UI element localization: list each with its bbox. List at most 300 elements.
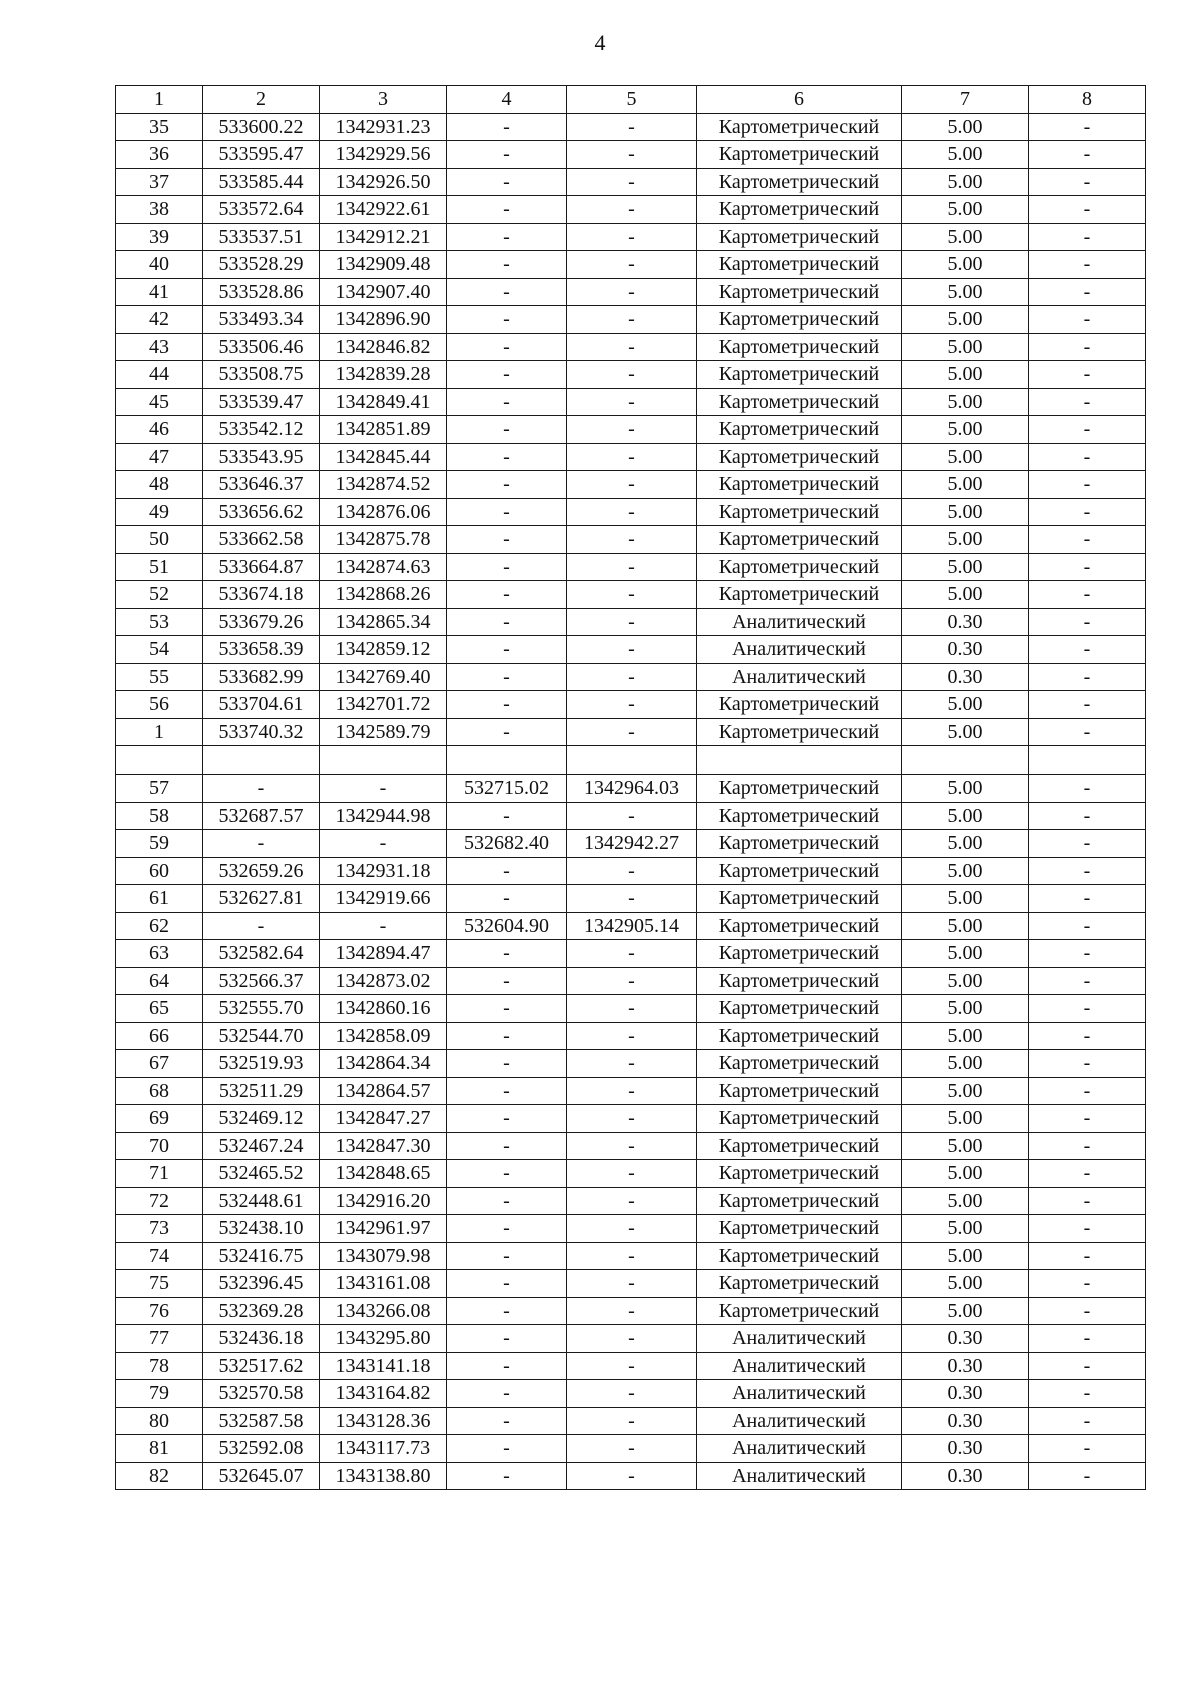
table-cell: - bbox=[447, 1160, 567, 1188]
table-cell: - bbox=[567, 636, 697, 664]
table-row bbox=[116, 1022, 1146, 1050]
table-row bbox=[116, 1380, 1146, 1408]
table-cell: Картометрический bbox=[697, 1022, 902, 1050]
table-cell: - bbox=[567, 967, 697, 995]
table-cell bbox=[697, 746, 902, 775]
table-cell: 1343164.82 bbox=[320, 1380, 447, 1408]
table-row bbox=[116, 1270, 1146, 1298]
table-cell bbox=[116, 746, 203, 775]
column-header: 5 bbox=[567, 86, 697, 114]
table-cell: 532436.18 bbox=[203, 1325, 320, 1353]
table-cell: - bbox=[567, 333, 697, 361]
table-cell: 51 bbox=[116, 553, 203, 581]
table-cell: 532659.26 bbox=[203, 857, 320, 885]
table-row bbox=[116, 141, 1146, 169]
table-cell: - bbox=[447, 967, 567, 995]
table-cell: Картометрический bbox=[697, 388, 902, 416]
table-cell: 1342847.30 bbox=[320, 1132, 447, 1160]
table-cell: Картометрический bbox=[697, 967, 902, 995]
table-cell: 5.00 bbox=[902, 113, 1029, 141]
table-cell: 532566.37 bbox=[203, 967, 320, 995]
table-cell: 533508.75 bbox=[203, 361, 320, 389]
table-cell: - bbox=[447, 1352, 567, 1380]
table-cell: - bbox=[567, 443, 697, 471]
table-cell: - bbox=[567, 1380, 697, 1408]
table-cell: - bbox=[1029, 416, 1146, 444]
table-cell: - bbox=[1029, 912, 1146, 940]
table-cell: Картометрический bbox=[697, 691, 902, 719]
table-cell: - bbox=[320, 775, 447, 803]
table-cell: - bbox=[567, 471, 697, 499]
table-cell: - bbox=[447, 526, 567, 554]
table-cell: 1342876.06 bbox=[320, 498, 447, 526]
table-cell: - bbox=[447, 1242, 567, 1270]
table-cell: Картометрический bbox=[697, 141, 902, 169]
table-cell: 532469.12 bbox=[203, 1105, 320, 1133]
table-cell: 77 bbox=[116, 1325, 203, 1353]
table-cell: - bbox=[447, 223, 567, 251]
table-cell: 0.30 bbox=[902, 636, 1029, 664]
table-cell: 1342912.21 bbox=[320, 223, 447, 251]
table-cell: - bbox=[567, 361, 697, 389]
table-cell: 533658.39 bbox=[203, 636, 320, 664]
table-cell: - bbox=[567, 608, 697, 636]
table-row bbox=[116, 553, 1146, 581]
table-row bbox=[116, 416, 1146, 444]
table-cell: - bbox=[447, 251, 567, 279]
table-cell: 533528.29 bbox=[203, 251, 320, 279]
column-header: 3 bbox=[320, 86, 447, 114]
table-cell: - bbox=[320, 912, 447, 940]
table-cell: 56 bbox=[116, 691, 203, 719]
table-cell: - bbox=[567, 995, 697, 1023]
table-row bbox=[116, 168, 1146, 196]
table-cell: Картометрический bbox=[697, 416, 902, 444]
table-cell: 36 bbox=[116, 141, 203, 169]
table-cell: 62 bbox=[116, 912, 203, 940]
table-cell: - bbox=[203, 912, 320, 940]
table-row bbox=[116, 388, 1146, 416]
column-header: 8 bbox=[1029, 86, 1146, 114]
table-cell: 1342896.90 bbox=[320, 306, 447, 334]
table-cell: 68 bbox=[116, 1077, 203, 1105]
table-cell: 532604.90 bbox=[447, 912, 567, 940]
table-cell: 533682.99 bbox=[203, 663, 320, 691]
table-row bbox=[116, 912, 1146, 940]
table-cell: 1342864.57 bbox=[320, 1077, 447, 1105]
table-cell: - bbox=[1029, 718, 1146, 746]
table-cell bbox=[203, 746, 320, 775]
table-cell: - bbox=[447, 581, 567, 609]
table-cell: Картометрический bbox=[697, 498, 902, 526]
table-cell: Картометрический bbox=[697, 526, 902, 554]
table-row bbox=[116, 526, 1146, 554]
table-cell: 1343128.36 bbox=[320, 1407, 447, 1435]
table-cell: - bbox=[1029, 141, 1146, 169]
table-cell: 5.00 bbox=[902, 1077, 1029, 1105]
table-cell: 1342846.82 bbox=[320, 333, 447, 361]
table-cell: 532555.70 bbox=[203, 995, 320, 1023]
table-cell: Аналитический bbox=[697, 608, 902, 636]
table-cell: 1343141.18 bbox=[320, 1352, 447, 1380]
table-cell: - bbox=[1029, 223, 1146, 251]
table-cell: - bbox=[447, 333, 567, 361]
table-cell: 533704.61 bbox=[203, 691, 320, 719]
table-cell: - bbox=[1029, 1435, 1146, 1463]
table-cell: - bbox=[1029, 1022, 1146, 1050]
table-row bbox=[116, 1160, 1146, 1188]
table-row bbox=[116, 581, 1146, 609]
table-cell: - bbox=[1029, 1105, 1146, 1133]
table-cell: 532582.64 bbox=[203, 940, 320, 968]
table-cell: - bbox=[447, 278, 567, 306]
table-cell: - bbox=[567, 1242, 697, 1270]
table-cell: 1342847.27 bbox=[320, 1105, 447, 1133]
table-cell: - bbox=[447, 141, 567, 169]
table-cell: - bbox=[1029, 1462, 1146, 1490]
table-cell: Аналитический bbox=[697, 1380, 902, 1408]
table-cell: 5.00 bbox=[902, 912, 1029, 940]
table-row bbox=[116, 333, 1146, 361]
table-cell: 532682.40 bbox=[447, 830, 567, 858]
table-cell: 532517.62 bbox=[203, 1352, 320, 1380]
table-row bbox=[116, 251, 1146, 279]
table-cell: 0.30 bbox=[902, 1352, 1029, 1380]
table-cell: - bbox=[447, 416, 567, 444]
table-cell: - bbox=[567, 1132, 697, 1160]
table-cell: - bbox=[1029, 691, 1146, 719]
table-cell: 5.00 bbox=[902, 251, 1029, 279]
table-cell: 5.00 bbox=[902, 141, 1029, 169]
table-cell: 1342875.78 bbox=[320, 526, 447, 554]
table-cell: Картометрический bbox=[697, 333, 902, 361]
table-cell: - bbox=[1029, 636, 1146, 664]
column-header: 2 bbox=[203, 86, 320, 114]
table-cell: - bbox=[447, 663, 567, 691]
table-cell: 1342864.34 bbox=[320, 1050, 447, 1078]
table-cell: 532592.08 bbox=[203, 1435, 320, 1463]
table-cell: 1342942.27 bbox=[567, 830, 697, 858]
table-cell: - bbox=[567, 278, 697, 306]
table-cell: 1342868.26 bbox=[320, 581, 447, 609]
table-row bbox=[116, 746, 1146, 775]
table-cell: 1342858.09 bbox=[320, 1022, 447, 1050]
table-cell: - bbox=[1029, 196, 1146, 224]
table-cell: 0.30 bbox=[902, 1380, 1029, 1408]
table-cell: 59 bbox=[116, 830, 203, 858]
table-cell: 75 bbox=[116, 1270, 203, 1298]
table-cell: - bbox=[1029, 251, 1146, 279]
table-row bbox=[116, 1132, 1146, 1160]
table-cell: - bbox=[447, 1380, 567, 1408]
table-cell: 5.00 bbox=[902, 443, 1029, 471]
table-cell: 5.00 bbox=[902, 775, 1029, 803]
table-cell: - bbox=[447, 1407, 567, 1435]
table-cell: 1342929.56 bbox=[320, 141, 447, 169]
table-cell: - bbox=[567, 1297, 697, 1325]
table-cell: Картометрический bbox=[697, 830, 902, 858]
table-cell: - bbox=[447, 691, 567, 719]
table-row bbox=[116, 885, 1146, 913]
table-cell: 533600.22 bbox=[203, 113, 320, 141]
table-cell: - bbox=[567, 168, 697, 196]
table-cell: - bbox=[447, 608, 567, 636]
column-header: 7 bbox=[902, 86, 1029, 114]
table-cell: 1342905.14 bbox=[567, 912, 697, 940]
table-cell: - bbox=[447, 940, 567, 968]
table-row bbox=[116, 830, 1146, 858]
table-cell: 1342849.41 bbox=[320, 388, 447, 416]
table-cell: 5.00 bbox=[902, 168, 1029, 196]
table-cell: 1343161.08 bbox=[320, 1270, 447, 1298]
table-cell: 5.00 bbox=[902, 416, 1029, 444]
table-cell: - bbox=[447, 443, 567, 471]
table-cell: - bbox=[567, 1160, 697, 1188]
table-cell: - bbox=[447, 885, 567, 913]
table-cell: 48 bbox=[116, 471, 203, 499]
table-cell: - bbox=[1029, 471, 1146, 499]
table-cell: 81 bbox=[116, 1435, 203, 1463]
table-cell: 1342589.79 bbox=[320, 718, 447, 746]
table-cell: - bbox=[1029, 1297, 1146, 1325]
table-cell: - bbox=[567, 1215, 697, 1243]
table-cell: - bbox=[447, 1462, 567, 1490]
table-cell: - bbox=[567, 802, 697, 830]
table-cell: - bbox=[1029, 802, 1146, 830]
table-cell: Картометрический bbox=[697, 581, 902, 609]
table-cell: 79 bbox=[116, 1380, 203, 1408]
table-row bbox=[116, 663, 1146, 691]
table-cell: 1342931.23 bbox=[320, 113, 447, 141]
table-cell: - bbox=[447, 636, 567, 664]
table-cell: - bbox=[567, 306, 697, 334]
table-cell: 46 bbox=[116, 416, 203, 444]
table-cell: 5.00 bbox=[902, 1215, 1029, 1243]
table-cell: 5.00 bbox=[902, 1297, 1029, 1325]
table-cell: - bbox=[447, 388, 567, 416]
table-cell: - bbox=[447, 553, 567, 581]
table-cell: 1342916.20 bbox=[320, 1187, 447, 1215]
table-cell: 533539.47 bbox=[203, 388, 320, 416]
table-cell: 5.00 bbox=[902, 553, 1029, 581]
table-cell: - bbox=[447, 718, 567, 746]
table-cell: 72 bbox=[116, 1187, 203, 1215]
table-cell: 35 bbox=[116, 113, 203, 141]
table-cell: 533585.44 bbox=[203, 168, 320, 196]
table-cell: 533572.64 bbox=[203, 196, 320, 224]
table-cell: 55 bbox=[116, 663, 203, 691]
table-row bbox=[116, 113, 1146, 141]
table-cell: - bbox=[447, 498, 567, 526]
table-cell: - bbox=[447, 306, 567, 334]
table-cell: 1342919.66 bbox=[320, 885, 447, 913]
table-cell: 1343079.98 bbox=[320, 1242, 447, 1270]
table-cell bbox=[447, 746, 567, 775]
table-cell: 43 bbox=[116, 333, 203, 361]
table-cell: 0.30 bbox=[902, 608, 1029, 636]
table-cell: Картометрический bbox=[697, 1160, 902, 1188]
table-cell: - bbox=[1029, 388, 1146, 416]
table-cell: 5.00 bbox=[902, 223, 1029, 251]
table-row bbox=[116, 278, 1146, 306]
table-cell: - bbox=[567, 223, 697, 251]
table-cell: - bbox=[1029, 498, 1146, 526]
table-cell: 1342874.63 bbox=[320, 553, 447, 581]
table-cell: - bbox=[447, 1105, 567, 1133]
table-cell: 1342848.65 bbox=[320, 1160, 447, 1188]
table-cell: - bbox=[1029, 1077, 1146, 1105]
table-cell: - bbox=[1029, 1352, 1146, 1380]
table-cell: 47 bbox=[116, 443, 203, 471]
table-row bbox=[116, 636, 1146, 664]
table-row bbox=[116, 1462, 1146, 1490]
table-cell: 533646.37 bbox=[203, 471, 320, 499]
table-cell: - bbox=[447, 361, 567, 389]
table-cell: 5.00 bbox=[902, 830, 1029, 858]
table-cell: Картометрический bbox=[697, 718, 902, 746]
table-cell: Картометрический bbox=[697, 1132, 902, 1160]
table-cell: 532687.57 bbox=[203, 802, 320, 830]
table-cell: 5.00 bbox=[902, 857, 1029, 885]
table-cell: Картометрический bbox=[697, 1242, 902, 1270]
table-cell: - bbox=[1029, 885, 1146, 913]
table-cell: - bbox=[567, 885, 697, 913]
table-row bbox=[116, 718, 1146, 746]
table-cell: - bbox=[567, 718, 697, 746]
table-cell: - bbox=[567, 663, 697, 691]
table-cell: 5.00 bbox=[902, 967, 1029, 995]
table-cell: 1342859.12 bbox=[320, 636, 447, 664]
table-cell: Аналитический bbox=[697, 663, 902, 691]
table-cell: - bbox=[1029, 663, 1146, 691]
table-row bbox=[116, 608, 1146, 636]
table-cell: 533664.87 bbox=[203, 553, 320, 581]
table-cell: - bbox=[447, 1270, 567, 1298]
table-cell: Картометрический bbox=[697, 196, 902, 224]
table-cell: 533679.26 bbox=[203, 608, 320, 636]
table-row bbox=[116, 1050, 1146, 1078]
table-row bbox=[116, 1077, 1146, 1105]
table-cell: 44 bbox=[116, 361, 203, 389]
table-cell: 74 bbox=[116, 1242, 203, 1270]
table-cell bbox=[902, 746, 1029, 775]
table-cell: - bbox=[447, 857, 567, 885]
table-cell: Картометрический bbox=[697, 553, 902, 581]
table-cell: - bbox=[1029, 1050, 1146, 1078]
table-cell: Аналитический bbox=[697, 1435, 902, 1463]
table-cell: 5.00 bbox=[902, 1105, 1029, 1133]
table-cell: 533740.32 bbox=[203, 718, 320, 746]
table-row bbox=[116, 443, 1146, 471]
table-cell: 5.00 bbox=[902, 1187, 1029, 1215]
table-row bbox=[116, 1297, 1146, 1325]
table-cell: 1 bbox=[116, 718, 203, 746]
table-row bbox=[116, 1352, 1146, 1380]
table-cell: - bbox=[1029, 278, 1146, 306]
table-cell: - bbox=[203, 775, 320, 803]
table-cell: - bbox=[447, 113, 567, 141]
table-cell: 533595.47 bbox=[203, 141, 320, 169]
table-cell: 1342860.16 bbox=[320, 995, 447, 1023]
table-cell: 1342701.72 bbox=[320, 691, 447, 719]
table-cell: Картометрический bbox=[697, 802, 902, 830]
table-cell: 532587.58 bbox=[203, 1407, 320, 1435]
table-cell: 50 bbox=[116, 526, 203, 554]
table-cell: 533542.12 bbox=[203, 416, 320, 444]
table-cell: 1342922.61 bbox=[320, 196, 447, 224]
table-cell: - bbox=[567, 196, 697, 224]
table-cell: - bbox=[567, 1352, 697, 1380]
table-cell: 5.00 bbox=[902, 526, 1029, 554]
table-cell: 39 bbox=[116, 223, 203, 251]
table-cell: 5.00 bbox=[902, 196, 1029, 224]
table-cell: - bbox=[567, 1077, 697, 1105]
table-cell: - bbox=[567, 857, 697, 885]
table-cell: 5.00 bbox=[902, 306, 1029, 334]
table-cell: - bbox=[567, 1187, 697, 1215]
table-cell: Картометрический bbox=[697, 940, 902, 968]
table-cell: - bbox=[447, 1132, 567, 1160]
table-cell: 532519.93 bbox=[203, 1050, 320, 1078]
table-cell: - bbox=[1029, 168, 1146, 196]
table-cell: - bbox=[320, 830, 447, 858]
table-cell: Картометрический bbox=[697, 168, 902, 196]
table-row bbox=[116, 995, 1146, 1023]
table-cell: 5.00 bbox=[902, 1160, 1029, 1188]
table-cell: 1342909.48 bbox=[320, 251, 447, 279]
table-cell: 5.00 bbox=[902, 940, 1029, 968]
table-cell: 5.00 bbox=[902, 388, 1029, 416]
column-header: 6 bbox=[697, 86, 902, 114]
table-cell: 5.00 bbox=[902, 1270, 1029, 1298]
table-cell: - bbox=[1029, 1215, 1146, 1243]
table-cell: Аналитический bbox=[697, 1325, 902, 1353]
table-cell: 533506.46 bbox=[203, 333, 320, 361]
table-cell: 533528.86 bbox=[203, 278, 320, 306]
table-cell: 532448.61 bbox=[203, 1187, 320, 1215]
table-cell: 1342845.44 bbox=[320, 443, 447, 471]
table-cell: 1342907.40 bbox=[320, 278, 447, 306]
table-cell: - bbox=[567, 940, 697, 968]
table-cell: 532544.70 bbox=[203, 1022, 320, 1050]
table-cell: 41 bbox=[116, 278, 203, 306]
table-cell: 532570.58 bbox=[203, 1380, 320, 1408]
table-cell: 532511.29 bbox=[203, 1077, 320, 1105]
table-cell: 1342926.50 bbox=[320, 168, 447, 196]
table-cell: 45 bbox=[116, 388, 203, 416]
table-cell: - bbox=[1029, 940, 1146, 968]
table-row bbox=[116, 691, 1146, 719]
table-cell: 532416.75 bbox=[203, 1242, 320, 1270]
table-cell: - bbox=[1029, 1187, 1146, 1215]
table-cell: 5.00 bbox=[902, 718, 1029, 746]
table-cell: 532396.45 bbox=[203, 1270, 320, 1298]
table-cell: - bbox=[567, 1462, 697, 1490]
table-cell: 40 bbox=[116, 251, 203, 279]
table-cell: - bbox=[567, 416, 697, 444]
table-cell: 73 bbox=[116, 1215, 203, 1243]
table-cell: 533674.18 bbox=[203, 581, 320, 609]
table-cell: Картометрический bbox=[697, 471, 902, 499]
table-cell: - bbox=[567, 1270, 697, 1298]
table-row bbox=[116, 1105, 1146, 1133]
table-cell: 5.00 bbox=[902, 885, 1029, 913]
table-cell: - bbox=[567, 1325, 697, 1353]
table-cell: 0.30 bbox=[902, 1462, 1029, 1490]
table-cell: 1342961.97 bbox=[320, 1215, 447, 1243]
table-cell: 532627.81 bbox=[203, 885, 320, 913]
table-cell: - bbox=[1029, 361, 1146, 389]
